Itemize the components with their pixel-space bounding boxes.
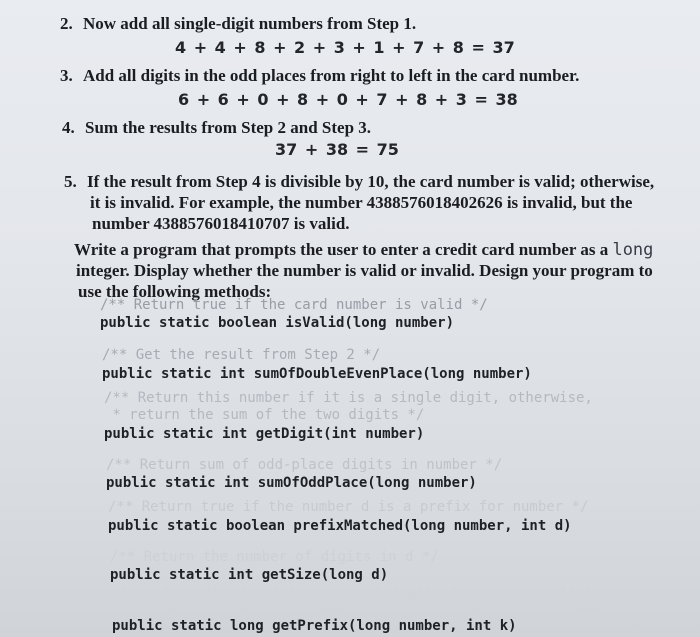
step-5-line-1: If the result from Step 4 is divisible by 10, the card number is valid; otherwise,: [87, 172, 655, 191]
step-4-equation: 37 + 38 = 75: [275, 140, 399, 159]
step-2-equation: 4 + 4 + 8 + 2 + 3 + 1 + 7 + 8 = 37: [175, 38, 515, 57]
step-4: [62, 118, 371, 138]
instructions-line-2: integer. Display whether the number is valid or invalid. Design your program to: [76, 261, 653, 280]
method-signature: public static boolean prefixMatched(long number, int d): [108, 518, 572, 534]
step-5-line-3: number 4388576018410707 is valid.: [92, 214, 350, 233]
method-signature: public static long getPrefix(long number, int k): [112, 618, 517, 634]
method-comment: /** Get the result from Step 2 */: [102, 347, 381, 363]
method-comment: /** Return true if the number d is a prefix for number */: [108, 499, 589, 515]
step-3: [60, 66, 579, 86]
method-signature: public static int getSize(long d): [110, 567, 389, 583]
method-signature: public static int sumOfOddPlace(long number): [106, 475, 477, 491]
method-comment-continued: * number of digits in number is less than k, return number: [112, 602, 610, 618]
step-2-text: Now add all single-digit numbers from Step 1.: [83, 14, 417, 33]
step-3-number: 3.: [60, 66, 73, 85]
step-3-text: Add all digits in the odd places from right to left in the card number.: [83, 66, 580, 85]
step-3-equation: 6 + 6 + 0 + 8 + 0 + 7 + 8 + 3 = 38: [178, 90, 518, 109]
step-4-number: 4.: [62, 118, 75, 137]
method-comment: /** Return this number if it is a single digit, otherwise,: [104, 390, 593, 406]
step-5-number: 5.: [64, 172, 77, 191]
instructions-text: Write a program that prompts the user to enter a credit card number as a: [74, 240, 613, 259]
method-signature: public static boolean isValid(long number): [100, 315, 455, 331]
method-comment: /** Return the number of digits in d */: [110, 549, 439, 565]
step-2-number: 2.: [60, 14, 73, 33]
method-signature: public static int sumOfDoubleEvenPlace(long number): [102, 366, 532, 382]
long-keyword: long: [612, 240, 654, 260]
instructions-line-1: [74, 240, 653, 260]
instructions-line-3: use the following methods:: [78, 282, 272, 301]
step-5-line-2: it is invalid. For example, the number 4388576018402626 is invalid, but the: [90, 193, 633, 212]
method-signature: public static int getDigit(int number): [104, 426, 425, 442]
method-comment: /** Return the first k number of digits from number. If the: [112, 585, 610, 601]
step-5: [64, 172, 654, 192]
step-2: [60, 14, 416, 34]
step-4-text: Sum the results from Step 2 and Step 3.: [85, 118, 372, 137]
method-comment: /** Return true if the card number is valid */: [100, 297, 488, 313]
method-comment: /** Return sum of odd-place digits in number */: [106, 457, 503, 473]
method-comment-continued: * return the sum of the two digits */: [104, 407, 425, 423]
